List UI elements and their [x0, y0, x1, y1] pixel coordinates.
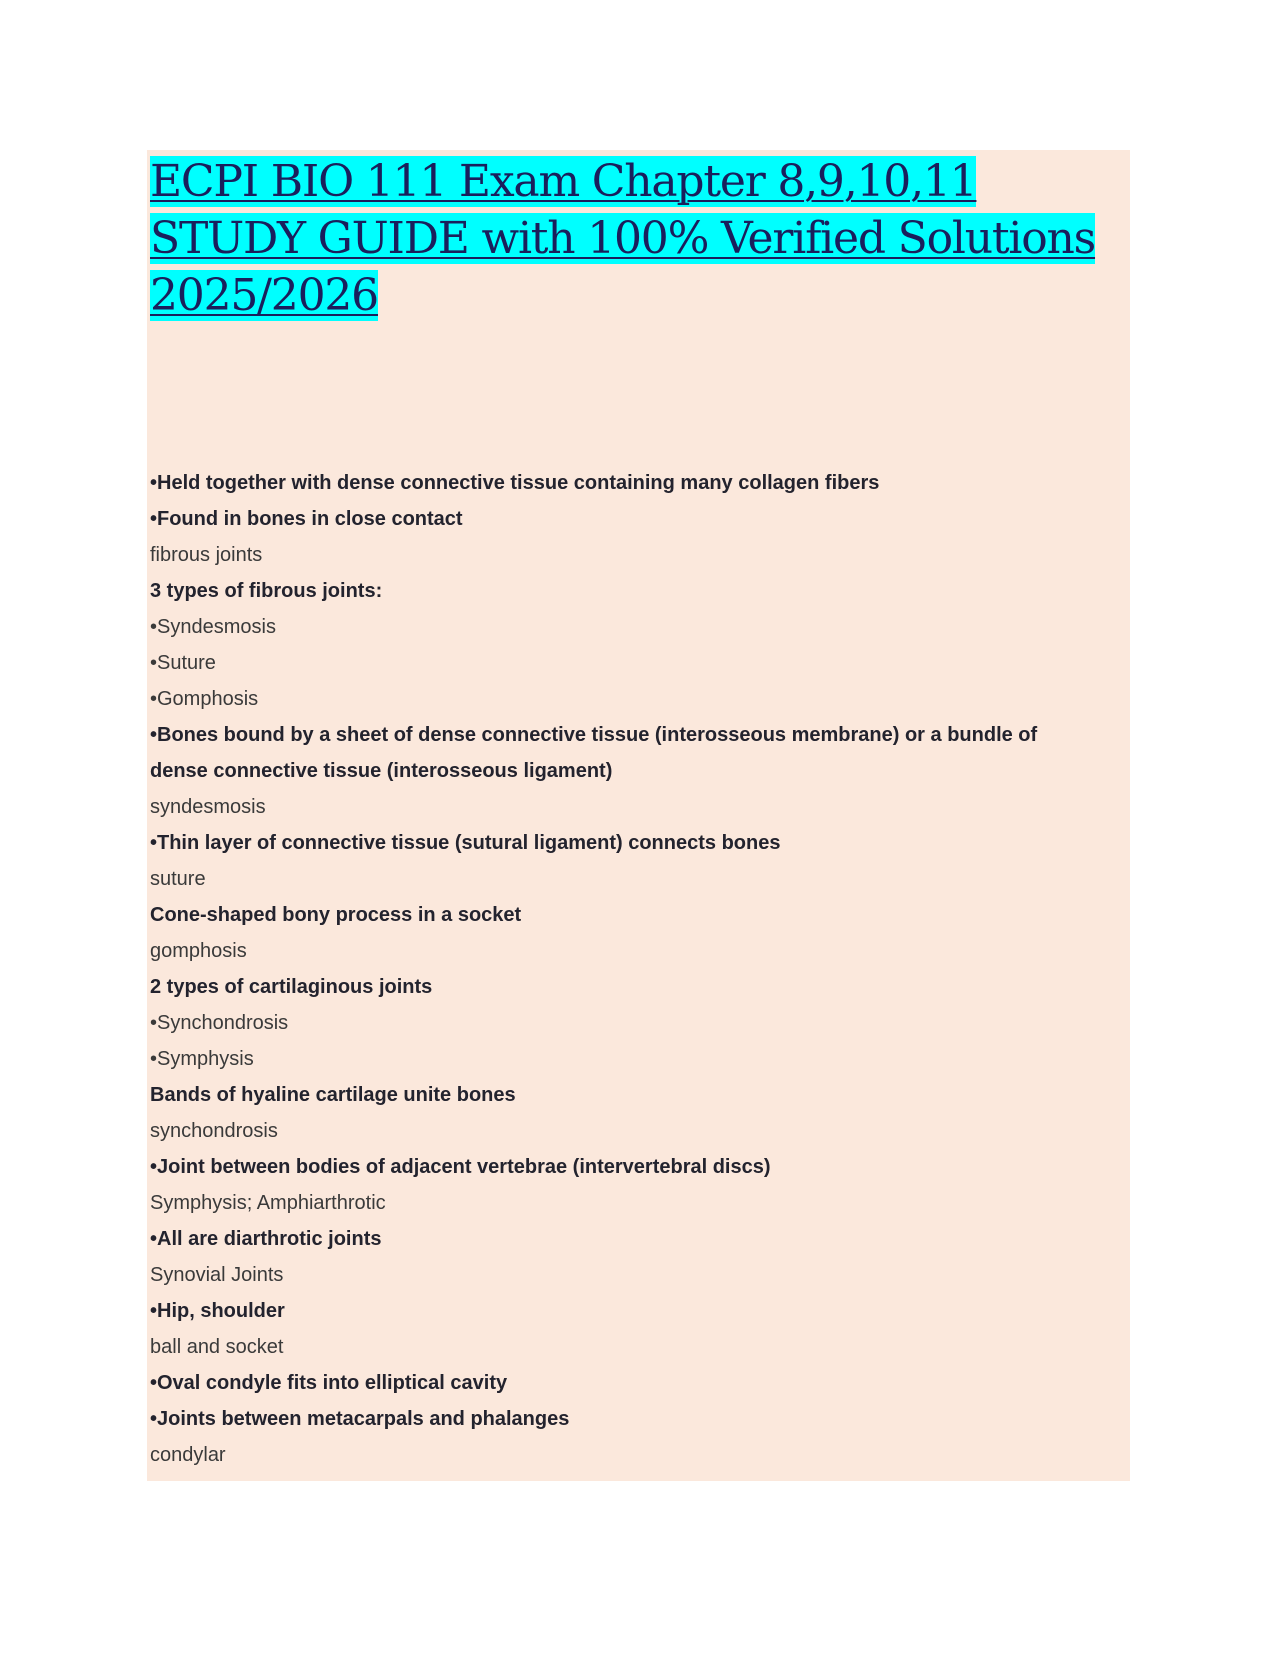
question-line: 3 types of fibrous joints:	[150, 580, 383, 602]
question-line: •All are diarthrotic joints	[150, 1228, 382, 1250]
document-title-link[interactable]: ECPI BIO 111 Exam Chapter 8,9,10,11 STUDY GUIDE with 100% Verified Solutions 2025/2026	[150, 156, 1096, 321]
answer-line: Symphysis; Amphiarthrotic	[150, 1192, 386, 1214]
question-line: 2 types of cartilaginous joints	[150, 976, 433, 998]
question-line: Cone-shaped bony process in a socket	[150, 904, 522, 926]
answer-line: synchondrosis	[150, 1120, 278, 1142]
question-line: •Bones bound by a sheet of dense connective tissue (interosseous membrane) or a bundle of	[150, 724, 1038, 746]
question-line: Bands of hyaline cartilage unite bones	[150, 1084, 516, 1106]
answer-line: fibrous joints	[150, 544, 263, 566]
question-line: •Joints between metacarpals and phalanges	[150, 1408, 570, 1430]
question-line: •Held together with dense connective tissue containing many collagen fibers	[150, 472, 880, 494]
question-line: •Thin layer of connective tissue (sutural ligament) connects bones	[150, 832, 781, 854]
answer-line: •Syndesmosis	[150, 616, 276, 638]
answer-line: syndesmosis	[150, 796, 266, 818]
answer-line: •Synchondrosis	[150, 1012, 289, 1034]
answer-line: •Suture	[150, 652, 216, 674]
answer-line: ball and socket	[150, 1336, 284, 1358]
answer-line: •Gomphosis	[150, 688, 259, 710]
question-line: •Joint between bodies of adjacent vertebrae (intervertebral discs)	[150, 1156, 771, 1178]
answer-line: Synovial Joints	[150, 1264, 284, 1286]
answer-line: •Symphysis	[150, 1048, 254, 1070]
study-guide-list	[150, 465, 1125, 1473]
question-line: •Found in bones in close contact	[150, 508, 463, 530]
document-title	[150, 153, 1120, 324]
question-line: •Hip, shoulder	[150, 1300, 285, 1322]
question-line: •Oval condyle fits into elliptical cavity	[150, 1372, 508, 1394]
answer-line: condylar	[150, 1444, 226, 1466]
answer-line: suture	[150, 868, 206, 890]
question-line: dense connective tissue (interosseous ligament)	[150, 760, 613, 782]
answer-line: gomphosis	[150, 940, 247, 962]
